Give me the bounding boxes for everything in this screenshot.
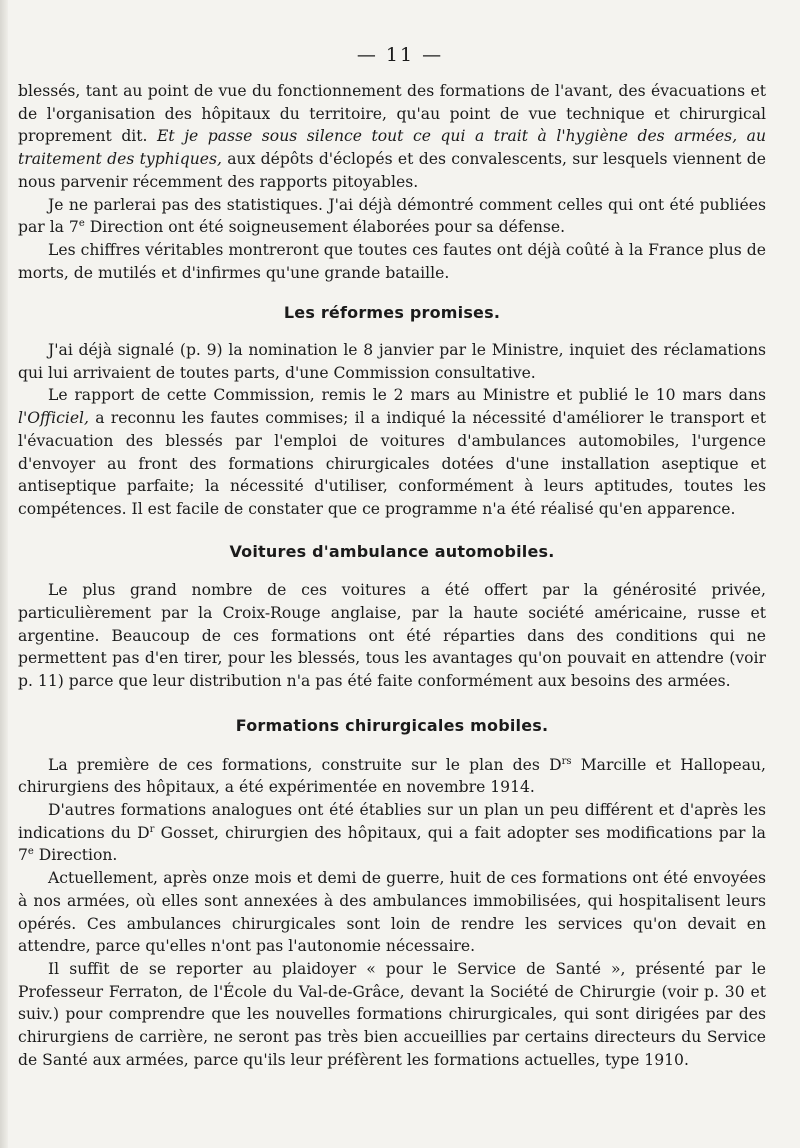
paragraph-2: Je ne parlerai pas des statistiques. J'ai déjà démontré comment celles qui ont été publiées par la 7e Direction ont été soigneusement élaborées pour sa défense. — [18, 195, 766, 237]
body-text — [18, 80, 766, 1071]
paragraph-7: La première de ces formations, construite sur le plan des $D^{rs}$ Marcille et Hallopeau, chirurgiens des hôpitaux, a été expérimentée en novembre 1914. — [18, 755, 766, 797]
paragraph-9: Actuellement, après onze mois et demi de guerre, huit de ces formations ont été envoyées à nos armées, où elles sont annexées à des ambulances immobilisées, qui hospitalisent leurs opérés. Ces ambulances chirurgicales sont loin de rendre les services qu'on devait en attendre, parce qu'elles n'ont pas l'autonomie nécessaire. — [18, 869, 766, 956]
paragraph-1: blessés, tant au point de vue du fonctionnement des formations de l'avant, des évacuations et de l'organisation des hôpitaux du territoire, qu'au point de vue technique et chirurgical proprement dit. Et je passe sous silence tout ce qui a trait à l'hygiène des armées, au traitement des typhiques, aux dépôts d'éclopés et des convalescents, sur lesquels viennent de nous parvenir récemment des rapports pitoyables. — [18, 82, 766, 191]
binding-gutter — [0, 0, 8, 1148]
section-heading-reformes: Les réformes promises. — [283, 303, 501, 323]
paragraph-5: Le rapport de cette Commission, remis le 2 mars au Ministre et publié le 10 mars dans l'Officiel, a reconnu les fautes commises; il a indiqué la nécessité d'améliorer le transport et l'évacuation des blessés par l'emploi de voitures d'ambulances automobiles, l'urgence d'envoyer au front des formations chirurgicales dotées d'une installation aseptique et antiseptique parfaite; la nécessité d'utiliser, conformément à leurs aptitudes, toutes les compétences. Il est facile de constater que ce programme n'a été réalisé qu'en apparence. — [18, 386, 766, 518]
page-number: — 11 — — [356, 44, 444, 66]
paragraph-10: Il suffit de se reporter au plaidoyer « pour le Service de Santé », présenté par le Professeur Ferraton, de l'École du Val-de-Grâce, devant la Société de Chirurgie (voir p. 30 et suiv.) pour comprendre que les nouvelles formations chirurgicales, qui sont dirigées par des chirurgiens de carrière, ne seront pas très bien accueillies par certains directeurs du Service de Santé aux armées, parce qu'ils leur préfèrent les formations actuelles, type 1910. — [18, 959, 766, 1069]
paragraph-6: Le plus grand nombre de ces voitures a été offert par la générosité privée, particulièrement par la Croix-Rouge anglaise, par la haute société américaine, russe et argentine. Beaucoup de ces formations ont été réparties dans des conditions qui ne permettent pas d'en tirer, pour les blessés, tous les avantages qu'on pouvait en attendre (voir p. 11) parce que leur distribution n'a pas été faite conformément aux besoins des armées. — [18, 581, 766, 691]
paragraph-4: J'ai déjà signalé (p. 9) la nomination le 8 janvier par le Ministre, inquiet des réclamations qui lui arrivaient de toutes parts, d'une Commission consultative. — [18, 341, 766, 382]
section-heading-formations: Formations chirurgicales mobiles. — [235, 715, 549, 735]
paragraph-8: D'autres formations analogues ont été établies sur un plan un peu différent et d'après les indications du $D^r$ Gosset, chirurgien des hôpitaux, qui a fait adopter ses modifications par la 7e Direction. — [18, 800, 766, 865]
section-heading-voitures: Voitures d'ambulance automobiles. — [229, 541, 555, 561]
paragraph-3: Les chiffres véritables montreront que toutes ces fautes ont déjà coûté à la France plus de morts, de mutilés et d'infirmes qu'une grande bataille. — [18, 240, 766, 282]
